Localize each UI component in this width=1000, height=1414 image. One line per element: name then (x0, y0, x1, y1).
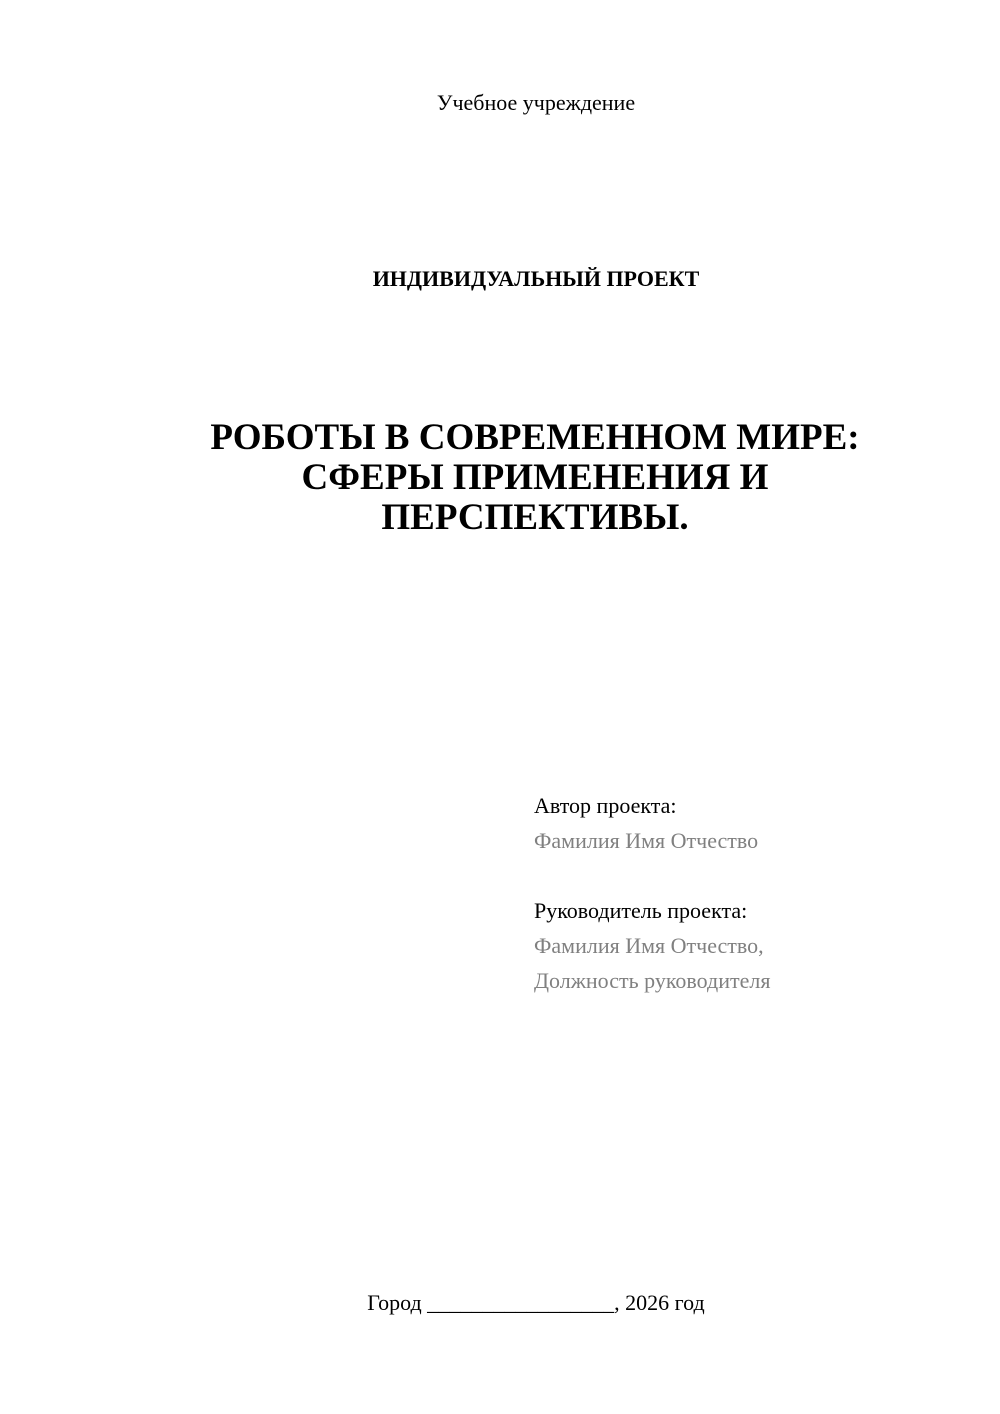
info-spacer (534, 858, 770, 893)
author-name: Фамилия Имя Отчество (534, 828, 759, 853)
document-type: ИНДИВИДУАЛЬНЫЙ ПРОЕКТ (372, 266, 700, 291)
project-title-line: РОБОТЫ В СОВРЕМЕННОМ МИРЕ: (210, 417, 860, 458)
project-info (534, 788, 770, 998)
institution-name: Учебное учреждение (436, 90, 636, 115)
project-title (150, 418, 920, 538)
supervisor-name: Фамилия Имя Отчество, (534, 933, 764, 958)
project-title-line: СФЕРЫ ПРИМЕНЕНИЯ И (301, 457, 769, 498)
author-label: Автор проекта: (534, 793, 677, 818)
supervisor-position: Должность руководителя (534, 968, 771, 993)
supervisor-label: Руководитель проекта: (534, 898, 748, 923)
city-year-line: Город _________________, 2026 год (367, 1290, 705, 1315)
project-title-line: ПЕРСПЕКТИВЫ. (381, 497, 689, 538)
